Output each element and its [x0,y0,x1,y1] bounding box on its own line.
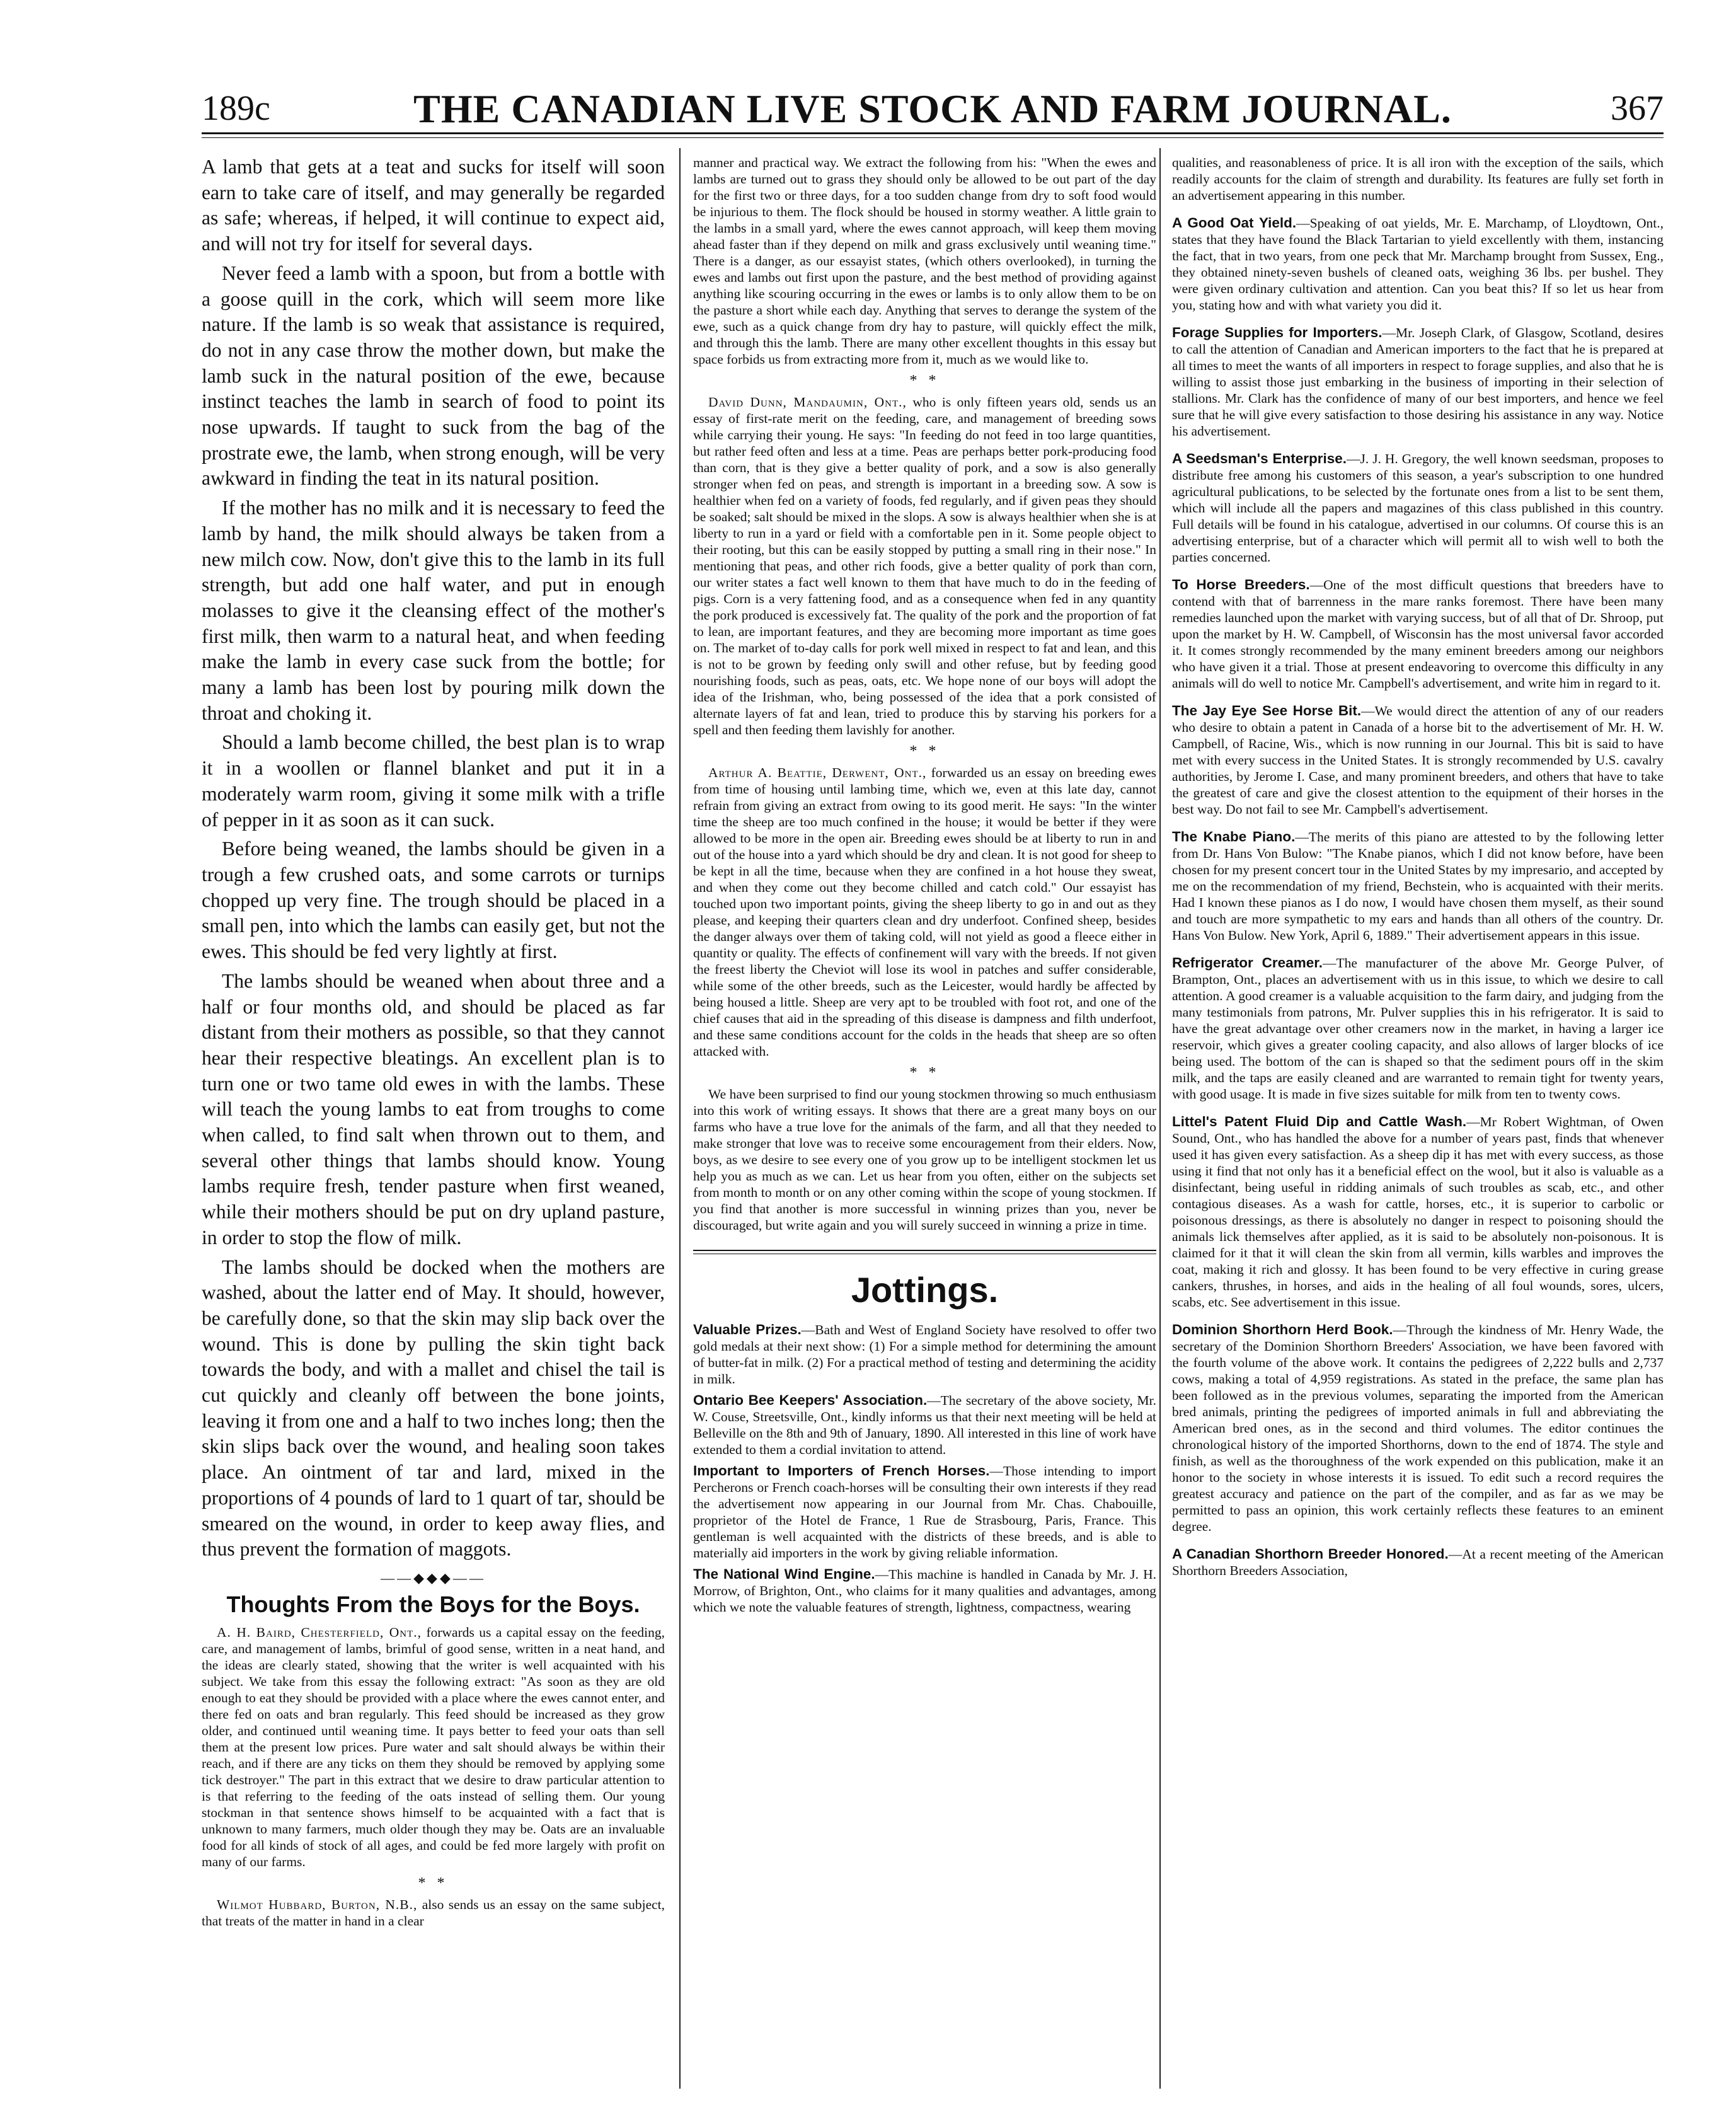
jotting-heading: Important to Importers of French Horses. [693,1463,990,1479]
jotting-heading: Littel's Patent Fluid Dip and Cattle Wash. [1172,1114,1467,1129]
jotting-heading: A Seedsman's Enterprise. [1172,451,1347,466]
contributor-name: Wilmot Hubbard, Burton, N.B., [217,1896,418,1912]
article-paragraph: qualities, and reasonableness of price. It is all iron with the exception of the sails, which readily accounts for the claim of strength and durability. Its features are fully set forth in an advertisement appearing in this number. [1172,155,1664,203]
column-1 [202,154,665,1934]
article-paragraph: Never feed a lamb with a spoon, but from a bottle with a goose quill in the cork, which will seem more like nature. If the lamb is so weak that assistance is required, do not in any case throw the mother down, but make the lamb suck in the natural position of the ewe, because instinct teaches the lamb in search of food to point its nose upwards. If taught to suck from the bag of the prostrate ewe, the lamb, when strong enough, will be very awkward in finding the teat in its natural position. [202,262,665,490]
article-paragraph: Before being weaned, the lambs should be given in a trough a few crushed oats, and some carrots or turnips chopped up very fine. The trough should be placed in a small pen, into which the lambs can easily get, but not the ewes. This should be fed very lightly at first. [202,838,665,963]
jotting-heading: The Knabe Piano. [1172,829,1296,845]
jotting-heading: The National Wind Engine. [693,1566,875,1582]
jotting-heading: A Canadian Shorthorn Breeder Honored. [1172,1546,1449,1562]
ornament: * * [418,1874,449,1891]
column-divider [679,148,681,2089]
article-paragraph: The lambs should be docked when the mothers are washed, about the latter end of May. It should, however, be carefully done, so that the skin may slip back over the wound. This is done by pulling the skin tight back towards the body, and with a mallet and chisel the tail is cut quickly and cleanly off between the bone joints, leaving it from one and a half to two inches long; then the skin slips back over the wound, and healing soon takes place. An ointment of tar and lard, mixed in the proportions of 4 pounds of lard to 1 quart of tar, should be smeared on the wound, in order to keep away flies, and thus prevent the formation of maggots. [202,1255,665,1560]
section-title: Thoughts From the Boys for the Boys. [226,1591,640,1617]
jotting-text: —Mr. Joseph Clark, of Glasgow, Scotland, desires to call the attention of Canadian and American importers to the fact that he is prepared at all times to meet the wants of all importers in respect to forage supplies, and also that he is willing to assist those just embarking in the business of importing in their selection of stallions. Mr. Clark has the confidence of many of our best importers, and hence we feel sure that he will give every satisfaction to those desiring his assistance in any way. Notice his advertisement. [1172,325,1664,439]
jotting-text: —The manufacturer of the above Mr. George Pulver, of Brampton, Ont., places an advertisement with us in this issue, to which we desire to call attention. A good creamer is a valuable acquisition to the farm dairy, and judging from the many testimonials from patrons, Mr. Pulver supplies this in his refrigerator. It is said to have the great advantage over other creamers now in the market, in having a larger ice reservoir, which gives a greater cooling capacity, and also allows of larger blocks of ice being used. The bottom of the can is shaped so that the sediment pours off in the skim milk, and the taps are easily cleaned and are warranted to remain tight for twenty years, with good usage. It is made in five sizes suitable for milk from ten to twenty cows. [1172,955,1664,1102]
jotting-text: —Speaking of oat yields, Mr. E. Marchamp, of Lloydtown, Ont., states that they have found the Black Tartarian to yield excellently with them, instancing the fact, that in two years, from one peck that Mr. Marchamp brought from Sussex, Eng., they obtained ninety-seven bushels of cleaned oats, weighing 36 lbs. per bushel. They were given ordinary cultivation and attention. Can you beat this? If so let us hear from you, stating how and with what variety you did it. [1172,216,1664,313]
section-rule [693,1250,1156,1251]
article-paragraph: A lamb that gets at a teat and sucks for itself will soon earn to take care of itself, and may generally be regarded as safe; whereas, if helped, it will continue to expect aid, and will not try for itself for several days. [202,156,665,255]
masthead [202,74,1664,131]
column-divider [1159,148,1161,2089]
jotting-text: —The secretary of the above society, Mr. W. Couse, Streetsville, Ont., kindly informs us that their next meeting will be held at Belleville on the 8th and 9th of January, 1890. All interested in this line of work have extended to them a cordial invitation to attend. [693,1393,1156,1457]
article-paragraph: Should a lamb become chilled, the best plan is to wrap it in a woollen or flannel blanket and put it in a moderately warm room, giving it some milk with a trifle of pepper in it as soon as it can suck. [202,731,665,831]
ornament: * * [909,372,940,389]
jotting-text: —At a recent meeting of the American Shorthorn Breeders Association, [1172,1547,1664,1578]
ornament: * * [909,743,940,759]
jotting-heading: Valuable Prizes. [693,1322,802,1337]
contributor-name: David Dunn, Mandaumin, Ont., [708,395,907,410]
ornamental-rule: ——◆◆◆—— [381,1569,486,1586]
jotting-heading: Ontario Bee Keepers' Association. [693,1392,928,1408]
jotting-heading: Forage Supplies for Importers. [1172,325,1382,340]
jotting-text: —One of the most difficult questions that breeders have to contend with that of barrenness in the mare ranks foremost. There have been many remedies launched upon the market with varying success, but of all that of Dr. Shroop, put upon the market by H. W. Campbell, of Wisconsin has the most universal favor accorded it. It comes strongly recommended by the many eminent breeders among our neighbors who have given it a trial. Those at present endeavoring to overcome this difficulty in any animals will do well to notice Mr. Campbell's advertisement, and write him in regard to it. [1172,577,1664,691]
jottings-title: Jottings. [851,1270,999,1310]
page-year: 189c [202,89,270,128]
jotting-text: —Mr Robert Wightman, of Owen Sound, Ont., who has handled the above for a number of years past, finds that whenever used it has given every satisfaction. As a sheep dip it has met with every success, as those using it find that not only has it a beneficial effect on the wool, but it also is valuable as a disinfectant, being useful in ridding animals of such troubles as scab, etc., and other contagious diseases. As a wash for cattle, horses, etc., it is superior to carbolic or poisonous dressings, as there is absolutely no danger in respect to poisoning should the animals lick themselves after applied, as it is said to be absolutely non-poisonous. It is claimed for it that it will clean the skin from all vermin, kills warbles and improves the coat, making it rich and glossy. It has been found to be very effective in curing grease cankers, thrushes, in horses, and aids in the healing of all foul wounds, sores, ulcers, scabs, etc. See advertisement in this issue. [1172,1114,1664,1310]
contributor-name: Arthur A. Beattie, Derwent, Ont., [708,765,927,780]
page-number: 367 [1611,89,1664,128]
jotting-text: —The merits of this piano are attested to by the following letter from Dr. Hans Von Bulow: "The Knabe pianos, which I did not know before, have been chosen for my present concert tour in the United States by my impresario, and accepted by me on the recommendation of my friend, Bechstein, who is acquainted with their merits. Had I known these pianos as I do now, I would have chosen them myself, as their sound and touch are more sympathetic to my ears and hands than all others of the country. Dr. Hans Von Bulow. New York, April 6, 1889." Their advertisement appears in this issue. [1172,829,1664,943]
jotting-text: —J. J. H. Gregory, the well known seedsman, proposes to distribute free among his customers of this season, a year's subscription to one hundred agricultural publications, to be selected by the fortunate ones from a list to be sent them, which will include all the papers and magazines of this class published in this country. Full details will be found in his catalogue, advertised in our columns. Of course this is an advertising enterprise, but of a character which will permit all to wish well to both the parties concerned. [1172,451,1664,565]
jotting-text: —We would direct the attention of any of our readers who desire to obtain a patent in Canada of a horse bit to the advertisement of Mr. H. W. Campbell, of Racine, Wis., which is now running in our Journal. This bit is said to have met with every success in the United States. It is strongly recommended by U.S. cavalry authorities, by Jerome I. Case, and many prominent breeders, and others that have to take the greatest of care and give the closest attention to the equipment of their horses in the best way. Do not fail to see Mr. Campbell's advertisement. [1172,703,1664,817]
article-paragraph: forwards us a capital essay on the feeding, care, and management of lambs, brimful of good sense, written in a neat hand, and the ideas are clearly stated, showing that the writer is well acquainted with his subject. We take from this essay the following extract: "As soon as they are old enough to eat they should be provided with a place where the ewes cannot enter, and there fed on oats and bran regularly. This feed should be increased as they grow older, and continued until weaning time. It pays better to feed your oats than sell them at the present low prices. Pure water and salt should always be within their reach, and if there are any ticks on them they should be removed by applying some tick destroyer." The part in this extract that we desire to draw particular attention to is that referring to the feeding of the oats instead of selling them. Our young stockman in that sentence shows himself to be acquainted with a fact that is unknown to many farmers, much older though they may be. Oats are an invaluable food for all kinds of stock of all ages, and could be fed more largely with profit on many of our farms. [202,1624,665,1869]
column-3 [1172,154,1664,1584]
article-paragraph: The lambs should be weaned when about three and a half or four months old, and should be placed as far distant from their mothers as possible, so that they cannot hear their respective bleatings. An excellent plan is to turn one or two tame old ewes in with the lambs. These will teach the young lambs to eat from troughs to come when called, to find salt when thrown out to them, and several other things that lambs should know. Young lambs require fresh, tender pasture when first weaned, while their mothers should be put on dry upland pasture, in order to stop the flow of milk. [202,969,665,1249]
jotting-heading: A Good Oat Yield. [1172,215,1297,231]
lamb-article [202,154,665,1562]
article-paragraph: who is only fifteen years old, sends us an essay of first-rate merit on the feeding, care, and management of breeding sows while carrying their young. He says: "In feeding do not feed in too large quantities, but rather feed often and less at a time. Peas are perhaps better pork-producing food than corn, that is they give a better quality of pork, and a sow is also generally stronger when fed on peas, and strength is important in a breeding sow. A sow is healthier when fed on a variety of foods, fed regularly, and if given peas they should be soaked; salt should be mixed in the slops. A sow is always healthier when she is at liberty to run in a yard or field with a comfortable pen in it. Some people object to their rooting, but this can be easily stopped by putting a small ring in their nose." In mentioning that peas, and other rich foods, give a better quality of pork than corn, our writer states a fact well known to them that have much to do in the feeding of pigs. Corn is a very fattening food, and as a consequence when fed in any quantity the pork produced is excessively fat. The quality of the pork and the proportion of fat to lean, are important features, and they are becoming more important as time goes on. The market of to-day calls for pork well mixed in respect to fat and lean, and this is not to be grown by feeding only swill and other refuse, but by feeding good nourishing foods, such as peas, oats, etc. We hope none of our boys will adopt the idea of the Irishman, who, being possessed of the idea that a pork consisted of alternate layers of fat and lean, tried to produce this by starving his porkers for a spell and then feeding them lavishly for another. [693,395,1157,737]
jotting-heading: To Horse Breeders. [1172,577,1310,592]
journal-title: THE CANADIAN LIVE STOCK AND FARM JOURNAL. [413,86,1452,131]
jotting-heading: The Jay Eye See Horse Bit. [1172,703,1362,718]
header-rule-thin [202,137,1664,138]
article-paragraph: forwarded us an essay on breeding ewes from time of housing until lambing time, which we, even at this late day, cannot refrain from giving an extract from owing to its good merit. He says: "In the winter time the sheep are too much confined in the house; it would be better if they were allowed to be more in the open air. Breeding ewes should be at liberty to run in and out of the house into a yard which should be dry and clean. It is not good for sheep to be kept in all the time, because when they are confined in a hot house they sweat, and when they come out they become chilled and catch cold." Our essayist has touched upon two important points, giving the sheep liberty to go in and out as they please, and keeping their quarters clean and dry underfoot. Confined sheep, besides the danger always over them of taking cold, will not yield as good a fleece either in quantity or quality. The effects of confinement will vary with the breeds. If not given the freest liberty the Cheviot will lose its wool in patches and suffer considerable, while some of the other breeds, such as the Leicester, would hardly be affected by being housed a little. Sheep are very apt to be troubled with foot rot, and one of the chief causes that aid in the spreading of this disease is dampness and filth underfoot, and these same conditions account for the colds in the heads that sheep are so often attacked with. [693,765,1156,1059]
jotting-text: —This machine is handled in Canada by Mr. J. H. Morrow, of Brighton, Ont., who claims for it many qualities and advantages, among which we note the valuable features of strength, lightness, compactness, wearing [693,1567,1157,1615]
ornament: * * [909,1064,940,1081]
jotting-text: —Those intending to import Percherons or French coach-horses will be consulting their own interests if they read the advertisement now appearing in our Journal from Mr. Chas. Chabouille, proprietor of the Hotel de France, 1 Rue de Strasbourg, Paris, France. This gentleman is well acquainted with the districts of these breeds, and is able to materially aid importers in the work by giving reliable information. [693,1463,1156,1560]
jotting-heading: Dominion Shorthorn Herd Book. [1172,1322,1393,1337]
article-paragraph: manner and practical way. We extract the following from his: "When the ewes and lambs are turned out to grass they should only be allowed to be out part of the day for the first two or three days, for a too sudden change from dry to soft food would be injurious to them. The flock should be housed in stormy weather. A little grain to the lambs in a small yard, where the ewes cannot approach, will keep them moving ahead faster than if they depend on milk and grass exclusively until weaning time." There is a danger, as our essayist states, (which others overlooked), in turning the ewes and lambs out first upon the pasture, and the best method of providing against anything like scouring occurring in the ewes or lambs is to only allow them to be on the pasture a short while each day. Anything that serves to derange the system of the ewe, such as a quick change from dry hay to pasture, will quickly effect the milk, and through this the lamb. There are many other excellent thoughts in this essay but space forbids us from extracting more from it, much as we would like to. [693,155,1156,367]
boys-section [202,1624,665,1929]
column-2 [693,154,1156,1620]
jotting-heading: Refrigerator Creamer. [1172,955,1323,971]
article-paragraph: also sends us an essay on the same subject, that treats of the matter in hand in a clear [202,1896,665,1929]
contributor-name: A. H. Baird, Chesterfield, Ont., [217,1624,422,1640]
article-paragraph: We have been surprised to find our young stockmen throwing so much enthusiasm into this work of writing essays. It shows that there are a great many boys on our farms who have a true love for the animals of the farm, and all that they needed to make stronger that love was to receive some encouragement from their elders. Now, boys, as we desire to see every one of you grow up to be intelligent stockmen let us help you as much as we can. Let us hear from you often, either on the subjects set from month to month or on any other coming within the scope of young stockmen. If you find that another is more successful in winning prizes than you, never be discouraged, but write again and you will surely succeed in winning a prize in time. [693,1087,1156,1233]
article-paragraph: If the mother has no milk and it is necessary to feed the lamb by hand, the milk should always be taken from a new milch cow. Now, don't give this to the lamb in its full strength, but add one half water, and put in enough molasses to give it the cleansing effect of the mother's first milk, then warm to a natural heat, and when feeding make the lamb in every case suck from the bottle; for many a lamb has been lost by pouring milk down the throat and choking it. [202,497,665,724]
jotting-text: —Through the kindness of Mr. Henry Wade, the secretary of the Dominion Shorthorn Breeders' Association, we have been favored with the fourth volume of the above work. It contains the pedigrees of 2,222 bulls and 2,737 cows, making a total of 4,959 registrations. As stated in the preface, the same plan has been followed as in the previous volumes, separating the imported from the American bred animals, printing the pedigrees of imported animals in full and abbreviating the American bred ones, as in the second and third volumes. The editor continues the chronological history of the imported Shorthorns, down to the end of 1874. The style and finish, as well as the thoroughness of the work expended on this publication, make it an honor to the society in whose interests it is issued. To edit such a record requires the greatest accuracy and patience on the part of the compiler, and as far as we may be permitted to pass an opinion, this work certainly reflects these features to an eminent degree. [1172,1322,1664,1534]
header-rule [202,132,1664,134]
jotting-text: —Bath and West of England Society have resolved to offer two gold medals at their next show: (1) For a simple method for determining the amount of butter-fat in milk. (2) For a practical method of testing and determining the acidity in milk. [693,1322,1157,1387]
